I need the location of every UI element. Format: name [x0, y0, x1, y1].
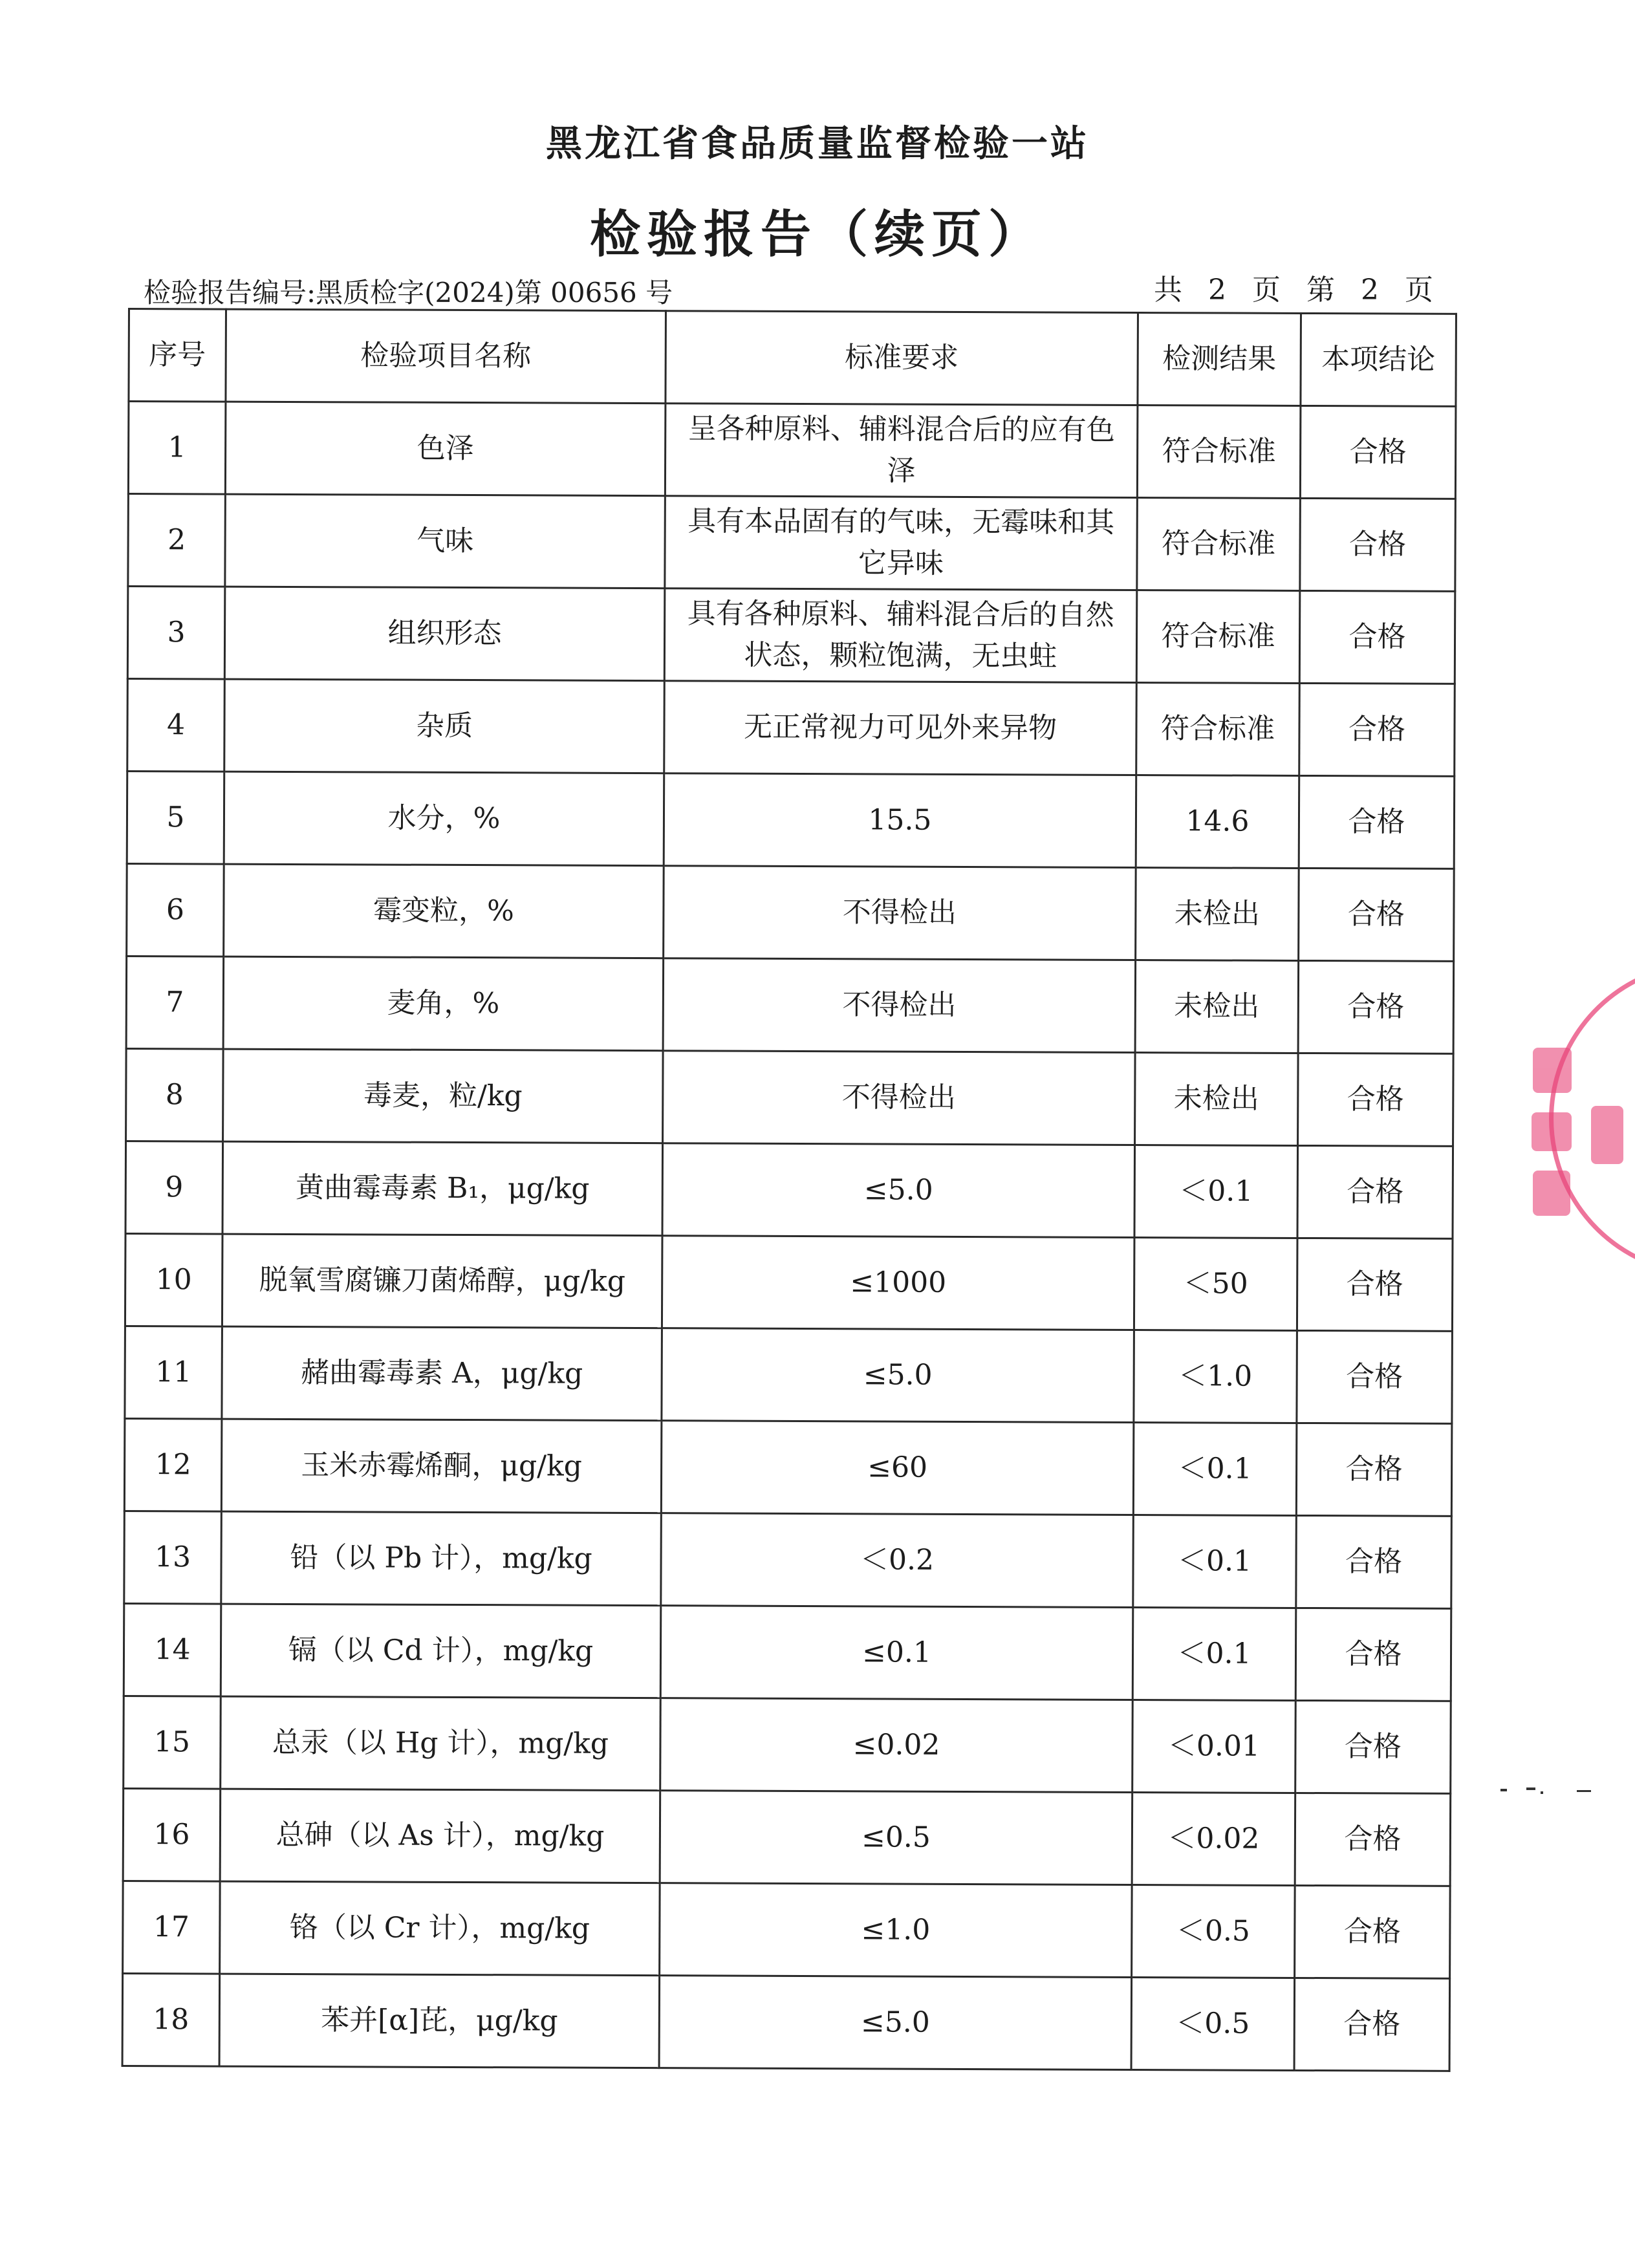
cell-standard: ≤1000 — [662, 1236, 1134, 1330]
cell-conclusion: 合格 — [1298, 1053, 1454, 1146]
cell-standard: ≤60 — [661, 1421, 1134, 1515]
cell-no: 14 — [124, 1603, 221, 1696]
cell-result: ＜0.1 — [1133, 1515, 1297, 1608]
report-number-value: 黑质检字(2024)第 00656 号 — [316, 277, 673, 308]
cell-no: 15 — [124, 1696, 221, 1789]
cell-conclusion: 合格 — [1295, 1793, 1451, 1886]
cell-item: 脱氧雪腐镰刀菌烯醇，μg/kg — [222, 1234, 662, 1328]
table-row — [127, 587, 1455, 684]
cell-standard: ≤0.5 — [660, 1791, 1132, 1885]
cell-item: 镉（以 Cd 计），mg/kg — [221, 1604, 661, 1698]
cell-no: 9 — [125, 1141, 223, 1234]
cell-result: ＜0.5 — [1131, 1977, 1295, 2070]
cell-item: 赭曲霉毒素 A，μg/kg — [222, 1326, 662, 1421]
col-header-standard: 标准要求 — [666, 311, 1138, 405]
cell-result: ＜0.01 — [1132, 1700, 1296, 1793]
cell-item: 色泽 — [225, 402, 666, 496]
cell-standard: ≤0.1 — [660, 1606, 1133, 1700]
table-row — [125, 1141, 1453, 1238]
table-row — [128, 402, 1456, 499]
col-header-result: 检测结果 — [1138, 312, 1301, 405]
table-row — [122, 1973, 1450, 2071]
cell-result: ＜0.1 — [1132, 1607, 1296, 1700]
cell-no: 8 — [126, 1048, 224, 1141]
cell-no: 4 — [127, 679, 225, 772]
cell-conclusion: 合格 — [1299, 775, 1455, 869]
cell-result: ＜0.02 — [1132, 1792, 1295, 1885]
cell-no: 12 — [124, 1418, 222, 1511]
table-row — [127, 679, 1455, 777]
cell-no: 11 — [125, 1326, 222, 1419]
cell-conclusion: 合格 — [1296, 1423, 1452, 1516]
table-row — [123, 1881, 1451, 1978]
cell-item: 霉变粒，% — [224, 864, 664, 958]
organization-title: 黑龙江省食品质量监督检验一站 — [546, 123, 1089, 165]
cell-item: 总砷（以 As 计），mg/kg — [220, 1789, 660, 1883]
current-page: 2 — [1361, 274, 1381, 307]
page-word-2: 页 — [1405, 274, 1436, 307]
cell-conclusion: 合格 — [1296, 1515, 1452, 1608]
cell-conclusion: 合格 — [1297, 1330, 1453, 1423]
cell-result: ＜0.5 — [1132, 1885, 1295, 1978]
cell-no: 18 — [122, 1973, 220, 2066]
cell-no: 1 — [128, 402, 226, 495]
cell-result: ＜50 — [1134, 1237, 1297, 1330]
cell-conclusion: 合格 — [1297, 1238, 1453, 1331]
total-pages: 2 — [1208, 274, 1229, 307]
cell-standard: ＜0.2 — [661, 1513, 1134, 1608]
col-header-item: 检验项目名称 — [226, 309, 666, 404]
cell-no: 13 — [124, 1511, 222, 1604]
table-row — [127, 863, 1455, 961]
cell-no: 3 — [127, 587, 225, 680]
cell-item: 铅（以 Pb 计），mg/kg — [221, 1511, 662, 1606]
current-prefix: 第 — [1306, 274, 1337, 307]
cell-conclusion: 合格 — [1300, 498, 1456, 591]
cell-result: 未检出 — [1136, 867, 1299, 960]
cell-item: 组织形态 — [224, 587, 665, 681]
cell-standard: ≤5.0 — [659, 1976, 1132, 2070]
results-table — [122, 308, 1457, 2072]
cell-result: 符合标准 — [1137, 405, 1301, 498]
cell-item: 毒麦，粒/kg — [223, 1049, 664, 1143]
cell-standard: ≤1.0 — [660, 1883, 1132, 1978]
official-seal-stamp — [1513, 957, 1635, 1280]
table-row — [126, 1048, 1454, 1146]
cell-result: ＜0.1 — [1133, 1422, 1297, 1515]
cell-result: 未检出 — [1135, 1052, 1299, 1145]
col-header-conclusion: 本项结论 — [1301, 313, 1456, 406]
report-title: 检验报告（续页） — [589, 206, 1045, 264]
page-word-1: 页 — [1252, 274, 1283, 307]
cell-conclusion: 合格 — [1299, 590, 1455, 684]
table-row — [124, 1696, 1451, 1793]
cell-item: 杂质 — [224, 679, 665, 773]
cell-conclusion: 合格 — [1295, 1885, 1451, 1978]
col-header-no: 序号 — [129, 309, 226, 402]
cell-result: 符合标准 — [1136, 590, 1300, 683]
cell-standard: ≤5.0 — [662, 1328, 1134, 1423]
cell-conclusion: 合格 — [1295, 1700, 1451, 1793]
cell-result: ＜0.1 — [1134, 1145, 1298, 1238]
cell-result: 符合标准 — [1136, 682, 1300, 775]
table-row — [127, 772, 1455, 869]
table-header-row — [129, 309, 1456, 407]
cell-item: 气味 — [225, 494, 666, 589]
table-row — [123, 1788, 1451, 1886]
seal-ring — [1552, 970, 1635, 1268]
cell-conclusion: 合格 — [1298, 960, 1454, 1053]
table-row — [124, 1418, 1452, 1516]
cell-result: 未检出 — [1135, 960, 1299, 1053]
cell-no: 5 — [127, 772, 224, 865]
table-row — [125, 1326, 1453, 1423]
cell-no: 6 — [127, 863, 224, 956]
scan-specks — [1500, 1782, 1604, 1798]
cell-item: 铬（以 Cr 计），mg/kg — [220, 1881, 660, 1976]
table-row — [126, 956, 1454, 1053]
table-row — [125, 1233, 1453, 1331]
cell-no: 10 — [125, 1233, 222, 1326]
cell-conclusion: 合格 — [1299, 868, 1455, 961]
cell-item: 总汞（以 Hg 计），mg/kg — [221, 1696, 661, 1791]
seal-glyph-marks — [1532, 1048, 1623, 1216]
cell-item: 苯并[α]芘，μg/kg — [219, 1974, 660, 2068]
cell-conclusion: 合格 — [1297, 1145, 1453, 1238]
cell-result: ＜1.0 — [1134, 1330, 1297, 1423]
table-row — [124, 1511, 1452, 1608]
cell-item: 玉米赤霉烯酮，μg/kg — [221, 1419, 662, 1513]
cell-result: 14.6 — [1136, 775, 1299, 868]
page-count — [1142, 266, 1447, 308]
cell-item: 麦角，% — [223, 956, 664, 1051]
cell-standard: 具有本品固有的气味，无霉味和其它异味 — [665, 496, 1138, 590]
cell-item: 水分，% — [224, 772, 664, 866]
cell-standard: 具有各种原料、辅料混合后的自然状态，颗粒饱满，无虫蛀 — [664, 589, 1137, 683]
cell-standard: 不得检出 — [664, 866, 1136, 960]
cell-conclusion: 合格 — [1300, 405, 1456, 499]
cell-result: 符合标准 — [1137, 497, 1301, 590]
total-prefix: 共 — [1154, 274, 1185, 307]
cell-standard: 15.5 — [664, 773, 1136, 868]
cell-standard: 不得检出 — [663, 1051, 1136, 1145]
cell-no: 17 — [123, 1881, 221, 1974]
cell-standard: 无正常视力可见外来异物 — [664, 681, 1137, 775]
table-row — [124, 1603, 1451, 1701]
cell-conclusion: 合格 — [1295, 1608, 1451, 1701]
cell-item: 黄曲霉毒素 B₁，μg/kg — [222, 1141, 663, 1236]
cell-standard: ≤0.02 — [660, 1698, 1133, 1793]
cell-standard: 呈各种原料、辅料混合后的应有色泽 — [665, 404, 1138, 498]
cell-conclusion: 合格 — [1299, 683, 1455, 776]
report-number — [144, 272, 673, 310]
table-row — [128, 494, 1456, 592]
cell-standard: ≤5.0 — [662, 1143, 1135, 1238]
report-number-label: 检验报告编号: — [144, 277, 316, 308]
cell-no: 7 — [126, 956, 224, 1049]
cell-no: 2 — [128, 494, 226, 587]
cell-conclusion: 合格 — [1294, 1978, 1450, 2071]
cell-standard: 不得检出 — [663, 958, 1136, 1053]
cell-no: 16 — [123, 1788, 221, 1881]
